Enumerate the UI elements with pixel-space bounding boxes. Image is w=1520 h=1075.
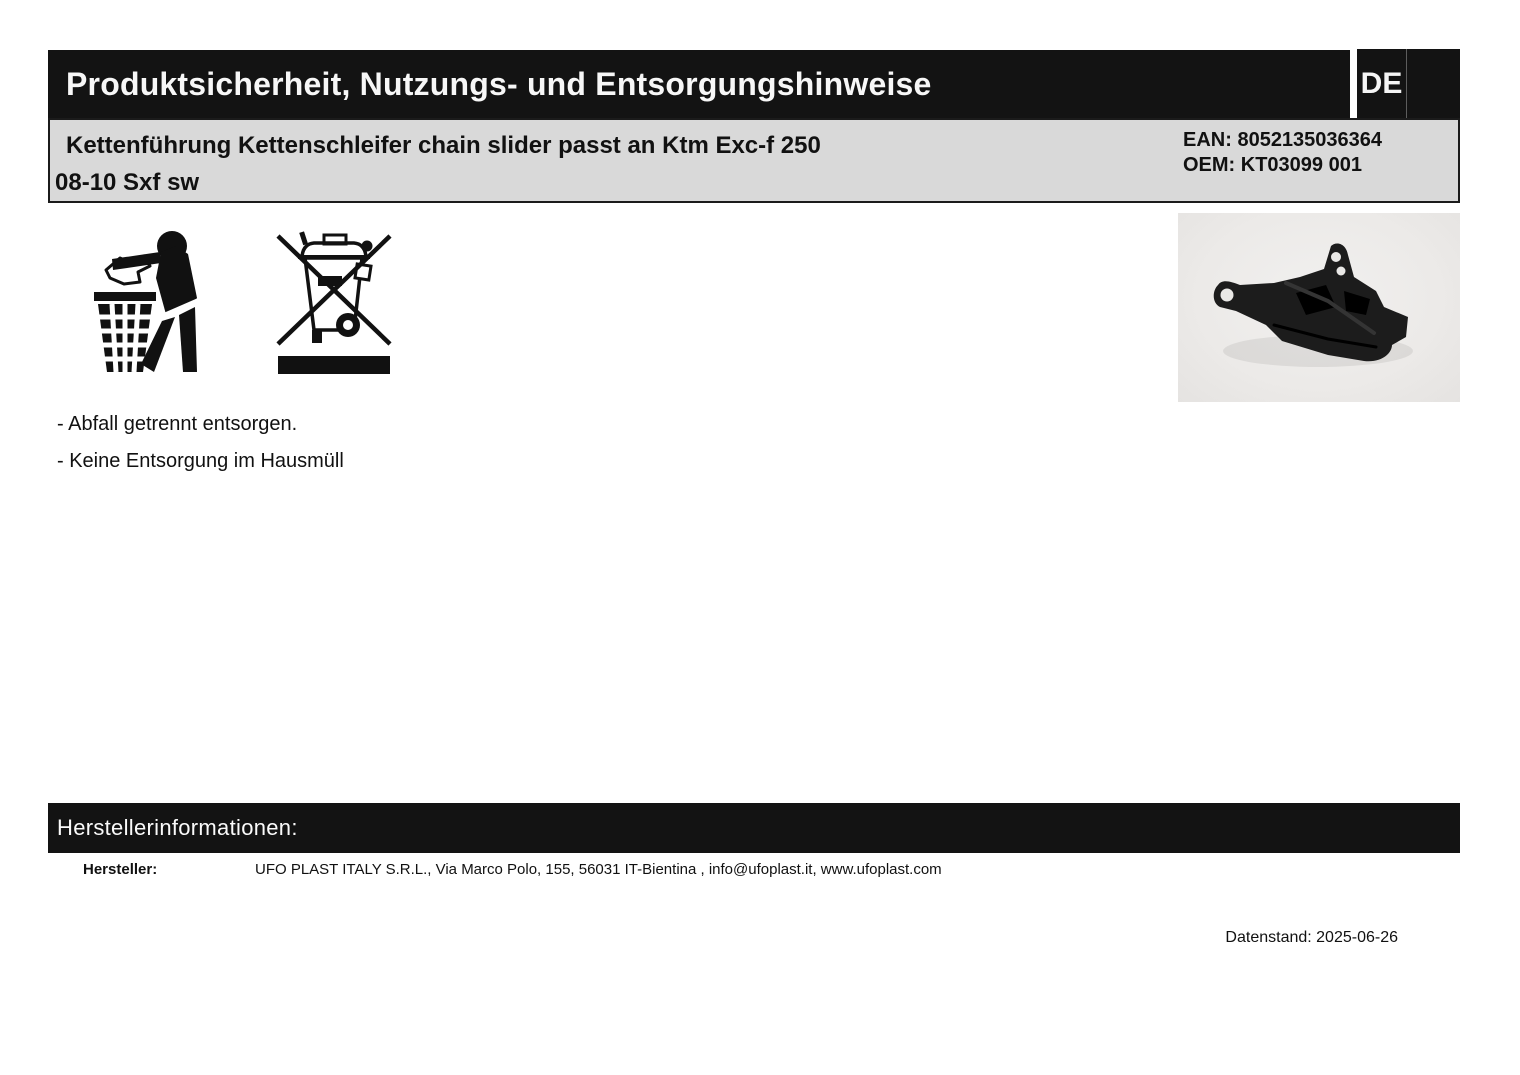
language-badge-box: [1357, 49, 1460, 118]
product-title-line-2: 08-10 Sxf sw: [55, 169, 200, 196]
manufacturer-label: Hersteller:: [83, 861, 158, 878]
product-title-bar: [48, 118, 1460, 203]
product-title-line-1: Kettenführung Kettenschleifer chain slider passt an Ktm Exc-f 250: [66, 132, 821, 159]
chain-slider-product-photo: [1178, 213, 1460, 402]
document-header-bar: [48, 50, 1350, 118]
manufacturer-section-bar: [48, 803, 1460, 853]
manufacturer-value: UFO PLAST ITALY S.R.L., Via Marco Polo, 155, 56031 IT-Bientina , info@ufoplast.it, www.ufoplast.com: [255, 861, 942, 878]
page-title: Produktsicherheit, Nutzungs- und Entsorgungshinweise: [66, 65, 932, 102]
ean-code: EAN: 8052135036364: [1183, 129, 1383, 151]
manufacturer-section-title: Herstellerinformationen:: [57, 815, 298, 840]
oem-code: OEM: KT03099 001: [1183, 154, 1362, 176]
disposal-notes: [57, 406, 344, 480]
product-codes: [1183, 128, 1382, 178]
disposal-note: - Abfall getrennt entsorgen.: [57, 413, 298, 435]
weee-crossed-out-wheeled-bin-icon: [276, 228, 392, 376]
data-status: Datenstand: 2025-06-26: [1225, 929, 1398, 946]
tidyman-litter-disposal-icon: [88, 222, 210, 378]
language-badge: DE: [1357, 49, 1407, 118]
disposal-note: - Keine Entsorgung im Hausmüll: [57, 450, 344, 472]
